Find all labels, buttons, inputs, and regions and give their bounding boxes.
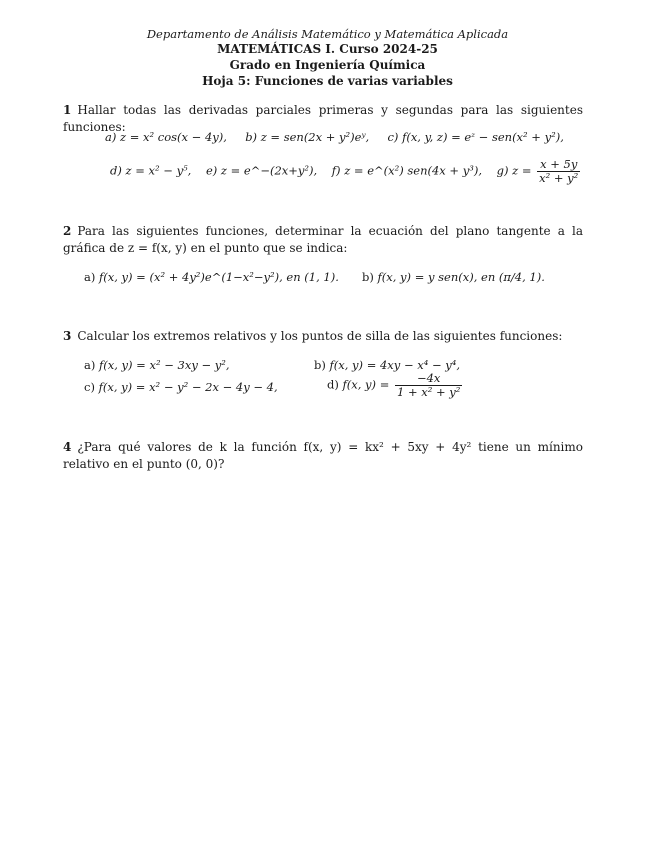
item-expression: f(x, y) = (x² + 4y²)e^(1−x²−y²), en (1, 1). xyxy=(99,270,339,284)
problem-2-statement xyxy=(63,223,583,257)
item-expression: z = e^−(2x+y²), xyxy=(220,163,318,178)
problem-3-item-c xyxy=(84,380,278,394)
item-expression: f(x, y) = y sen(x), en (π/4, 1). xyxy=(377,270,545,284)
problem-number: 4 xyxy=(63,440,72,454)
problem-3-item-a xyxy=(84,358,230,372)
item-label: b) xyxy=(245,130,258,144)
item-expression: z = e^(x²) sen(4x + y³), xyxy=(344,163,482,178)
item-label: d) xyxy=(327,377,339,392)
fraction-numerator: −4x xyxy=(395,372,462,386)
item-label: c) xyxy=(387,130,399,144)
item-expression: z = sen(2x + y²)eʸ, xyxy=(260,130,370,144)
fraction xyxy=(537,158,580,185)
item-label: b) xyxy=(362,270,374,284)
item-label: e) xyxy=(205,163,218,178)
problem-number: 3 xyxy=(63,329,72,343)
item-expression: z = x² cos(x − 4y), xyxy=(120,130,227,144)
item-label: a) xyxy=(84,358,96,372)
item-label: b) xyxy=(314,358,326,372)
item-label: f) xyxy=(331,163,341,178)
problem-3-item-b xyxy=(314,358,460,372)
problem-1-row-2 xyxy=(110,158,582,185)
degree-title: Grado en Ingeniería Química xyxy=(229,58,426,72)
problem-2-item-b xyxy=(362,270,545,284)
item-label: c) xyxy=(84,380,95,394)
problem-text: ¿Para qué valores de k la función f(x, y) = kx² + 5xy + 4y² tiene un mínimo relativo en el punto (0, 0)? xyxy=(63,440,583,471)
problem-4-statement xyxy=(63,439,583,473)
problem-1-row-1 xyxy=(105,130,564,144)
fraction-denominator: 1 + x² + y² xyxy=(397,385,461,399)
fraction-denominator: x² + y² xyxy=(539,171,579,185)
item-expression: f(x, y) = xyxy=(342,377,390,392)
item-label: a) xyxy=(84,270,96,284)
item-expression: z = x² − y⁵, xyxy=(125,163,192,178)
item-expression: f(x, y) = x² − y² − 2x − 4y − 4, xyxy=(98,380,278,394)
problem-3-item-d xyxy=(327,372,464,399)
course-title: MATEMÁTICAS I. Curso 2024-25 xyxy=(217,42,438,56)
problem-number: 1 xyxy=(63,103,72,117)
problem-text: Para las siguientes funciones, determinar la ecuación del plano tangente a la gráfica de z = f(x, y) en el punto que se indica: xyxy=(63,224,583,255)
item-label: g) xyxy=(496,163,509,178)
fraction xyxy=(395,372,462,399)
problem-number: 2 xyxy=(63,224,72,238)
problem-text: Calcular los extremos relativos y los puntos de silla de las siguientes funciones: xyxy=(77,329,563,343)
problem-3-statement xyxy=(63,328,583,345)
item-expression: f(x, y, z) = eᶻ − sen(x² + y²), xyxy=(402,130,564,144)
item-label: a) xyxy=(105,130,117,144)
problem-text: Hallar todas las derivadas parciales primeras y segundas para las siguientes funciones: xyxy=(63,103,583,134)
fraction-numerator: x + 5y xyxy=(537,158,580,172)
department-name: Departamento de Análisis Matemático y Matemática Aplicada xyxy=(146,27,509,41)
item-expression: f(x, y) = 4xy − x⁴ − y⁴, xyxy=(329,358,461,372)
sheet-title: Hoja 5: Funciones de varias variables xyxy=(202,74,453,88)
item-label: d) xyxy=(110,163,122,178)
item-expression: z = xyxy=(512,163,532,178)
problem-2-item-a xyxy=(84,270,339,284)
item-expression: f(x, y) = x² − 3xy − y², xyxy=(99,358,230,372)
